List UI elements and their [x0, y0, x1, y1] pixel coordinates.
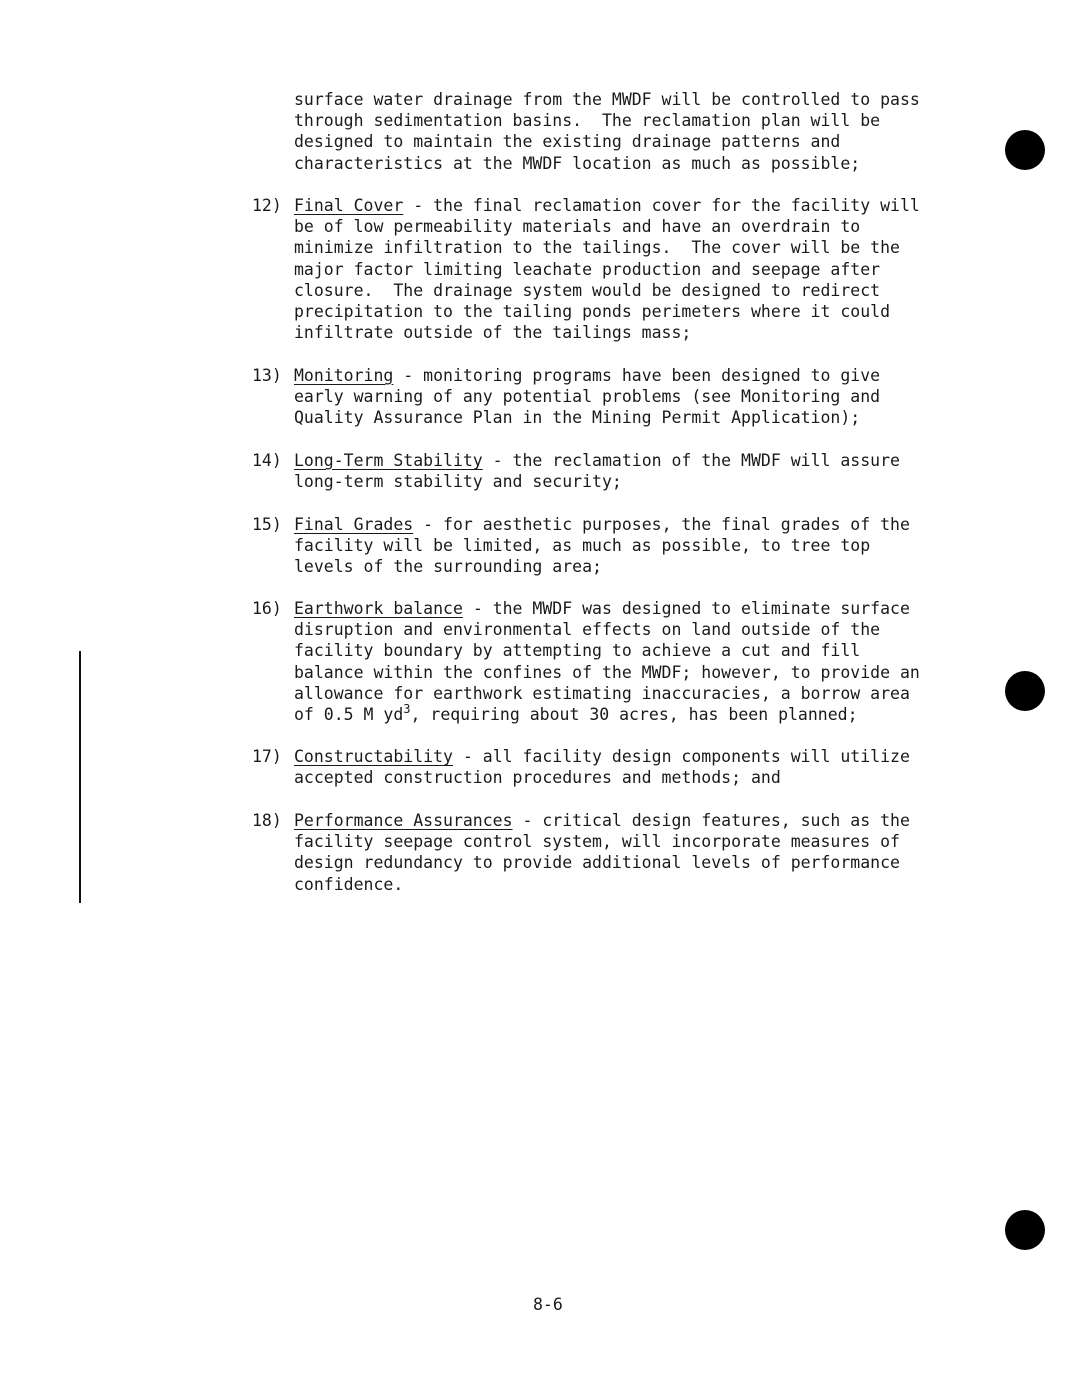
item-text: - the final reclamation cover for the facility will	[403, 196, 920, 215]
item-number: 18)	[252, 811, 282, 830]
text-line: surface water drainage from the MWDF will be controlled to pass	[294, 90, 920, 109]
punch-hole	[1005, 671, 1045, 711]
text-line: allowance for earthwork estimating inaccuracies, a borrow area	[294, 683, 910, 703]
item-title: Performance Assurances	[294, 811, 513, 830]
item-number: 13)	[252, 366, 282, 385]
text-line: confidence.	[294, 874, 404, 894]
list-item-final-cover	[294, 195, 974, 343]
text-line: accepted construction procedures and methods; and	[294, 768, 781, 788]
text-line: design redundancy to provide additional levels of performance	[294, 853, 900, 873]
text-line	[294, 810, 974, 831]
item-text: - critical design features, such as the	[512, 811, 910, 830]
text-line	[294, 365, 974, 386]
item-title: Constructability	[294, 747, 453, 766]
revision-bar	[79, 651, 81, 903]
text-line: Quality Assurance Plan in the Mining Permit Application);	[294, 408, 861, 428]
item-text: - all facility design components will utilize	[452, 747, 910, 766]
list-item-final-grades	[294, 514, 974, 578]
text-line: facility will be limited, as much as possible, to tree top	[294, 536, 871, 556]
text-line: facility seepage control system, will incorporate measures of	[294, 832, 900, 852]
page-number: 8-6	[533, 1295, 563, 1314]
text-line	[294, 704, 974, 725]
intro-paragraph	[294, 89, 974, 174]
text-line: early warning of any potential problems (see Monitoring and	[294, 387, 881, 407]
text-line: balance within the confines of the MWDF; however, to provide an	[294, 662, 920, 682]
punch-hole	[1005, 130, 1045, 170]
text-line	[294, 450, 974, 471]
item-number: 15)	[252, 515, 282, 534]
text-line: major factor limiting leachate production and seepage after	[294, 259, 881, 279]
text-line: long-term stability and security;	[294, 472, 622, 492]
text-line	[294, 514, 974, 535]
text-line	[294, 195, 974, 216]
text-line: closure. The drainage system would be designed to redirect	[294, 280, 881, 300]
text-line: disruption and environmental effects on land outside of the	[294, 620, 881, 640]
text-line	[294, 598, 974, 619]
item-number: 17)	[252, 747, 282, 766]
list-item-long-term-stability	[294, 450, 974, 492]
text-line: infiltrate outside of the tailings mass;	[294, 323, 692, 343]
item-text: of 0.5 M yd	[294, 705, 404, 725]
item-number: 16)	[252, 599, 282, 618]
text-line: facility boundary by attempting to achieve a cut and fill	[294, 641, 861, 661]
punch-hole	[1005, 1210, 1045, 1250]
list-item-constructability	[294, 746, 974, 788]
text-line: characteristics at the MWDF location as much as possible;	[294, 153, 861, 173]
text-line: be of low permeability materials and have an overdrain to	[294, 217, 861, 237]
item-title: Earthwork balance	[294, 599, 463, 618]
list-item-performance-assurances	[294, 810, 974, 895]
superscript: 3	[403, 702, 411, 717]
list-item-earthwork-balance	[294, 598, 974, 725]
item-title: Final Cover	[294, 196, 404, 215]
item-title: Long-Term Stability	[294, 451, 483, 470]
item-title: Monitoring	[294, 366, 394, 385]
item-title: Final Grades	[294, 515, 414, 534]
item-text: - for aesthetic purposes, the final grades of the	[413, 515, 910, 534]
item-text: - monitoring programs have been designed to give	[393, 366, 881, 385]
text-line	[294, 746, 974, 767]
text-line: through sedimentation basins. The reclamation plan will be	[294, 111, 881, 131]
text-line: precipitation to the tailing ponds perimeters where it could	[294, 302, 891, 322]
list-item-monitoring	[294, 365, 974, 429]
text-line: levels of the surrounding area;	[294, 557, 602, 577]
item-text: - the MWDF was designed to eliminate surface	[462, 599, 910, 618]
text-line: designed to maintain the existing drainage patterns and	[294, 132, 841, 152]
item-number: 14)	[252, 451, 282, 470]
text-line: minimize infiltration to the tailings. The cover will be the	[294, 238, 900, 258]
item-number: 12)	[252, 196, 282, 215]
item-text: , requiring about 30 acres, has been planned;	[410, 705, 858, 725]
item-text: - the reclamation of the MWDF will assure	[482, 451, 900, 470]
